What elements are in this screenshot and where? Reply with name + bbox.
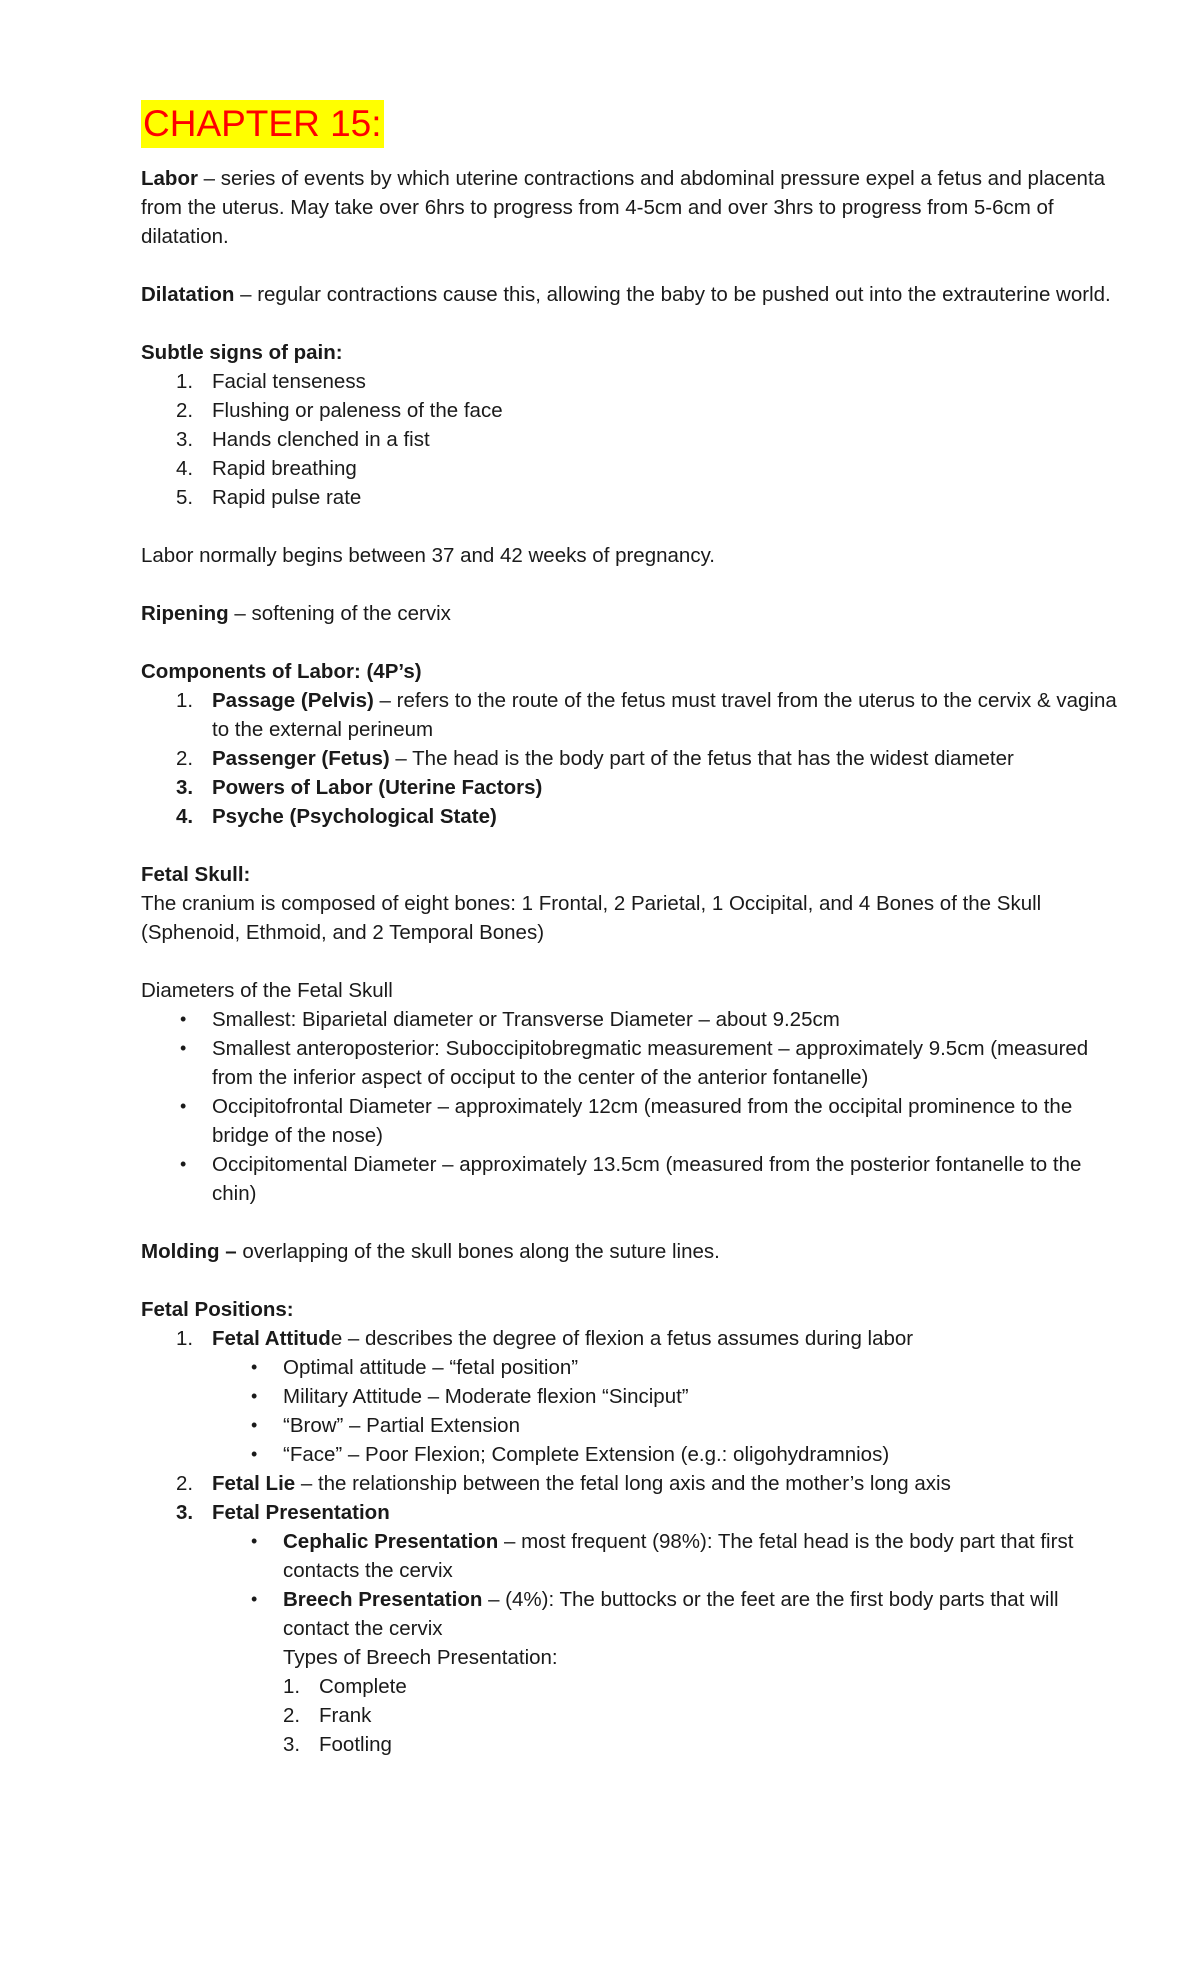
list-item: 3. Fetal Presentation • Cephalic Presentation – most frequent (98%): The fetal head is the body part that first contacts the cervix • Breech Presentation – (4%): The buttocks or the feet are the first body parts that will contact the cervix Types of Breech Presentation: 1. Complete 2. Frank 3. Footling [141,1498,1121,1759]
skull-text: The cranium is composed of eight bones: 1 Frontal, 2 Parietal, 1 Occipital, and 4 Bones of the Skull (Sphenoid, Ethmoid, and 2 Temporal Bones) [141,892,1042,944]
list-item: • Occipitofrontal Diameter – approximately 12cm (measured from the occipital prominence to the bridge of the nose) [180,1095,1073,1147]
dilatation-definition: Dilatation – regular contractions cause this, allowing the baby to be pushed out into the extrauterine world. [141,283,1111,306]
components-heading: Components of Labor: (4P’s) [141,660,422,683]
list-item: 2. Fetal Lie – the relationship between the fetal long axis and the mother’s long axis [176,1472,951,1495]
ripening-definition: Ripening – softening of the cervix [141,602,451,625]
list-item: • Occipitomental Diameter – approximately 13.5cm (measured from the posterior fontanelle to the chin) [180,1153,1082,1205]
breech-types-heading: Types of Breech Presentation: [283,1646,558,1669]
list-item: 4. Psyche (Psychological State) [176,805,497,828]
labor-definition: Labor – series of events by which uterine contractions and abdominal pressure expel a fetus and placenta from the uterus. May take over 6hrs to progress from 4-5cm and over 3hrs to progress from 5-6cm of dilatation. [141,167,1106,248]
list-item: 1. Fetal Attitude – describes the degree of flexion a fetus assumes during labor • Optimal attitude – “fetal position” • Military Attitude – Moderate flexion “Sinciput” • “Brow” – Partial Extension • “Face” – Poor Flexion; Complete Extension (e.g.: oligohydramnios) [141,1324,1121,1469]
list-item: 2. Frank [283,1704,372,1727]
list-item: • Military Attitude – Moderate flexion “Sinciput” [251,1385,689,1408]
list-item: • Breech Presentation – (4%): The buttocks or the feet are the first body parts that will contact the cervix Types of Breech Presentation: 1. Complete 2. Frank 3. Footling [212,1585,1121,1759]
list-item: 1. Facial tenseness [176,370,366,393]
molding-definition: Molding – overlapping of the skull bones along the suture lines. [141,1240,720,1263]
breech-types-list [283,1672,1121,1759]
list-item: 1. Complete [283,1675,407,1698]
list-item: 3. Footling [283,1733,392,1756]
list-item: • Smallest anteroposterior: Suboccipitobregmatic measurement – approximately 9.5cm (measured from the inferior aspect of occiput to the center of the anterior fontanelle) [180,1037,1089,1089]
document-page [141,100,1121,1759]
list-item: 2. Passenger (Fetus) – The head is the body part of the fetus that has the widest diameter [176,747,1014,770]
positions-heading: Fetal Positions: [141,1298,294,1321]
pain-list [141,367,1121,512]
presentation-list [212,1527,1121,1759]
positions-list [141,1324,1121,1759]
list-item: • “Face” – Poor Flexion; Complete Extension (e.g.: oligohydramnios) [251,1443,890,1466]
list-item: • Optimal attitude – “fetal position” [251,1356,579,1379]
pain-heading: Subtle signs of pain: [141,341,343,364]
list-item: 5. Rapid pulse rate [176,486,362,509]
labor-term: Labor [141,167,198,190]
list-item: 2. Flushing or paleness of the face [176,399,503,422]
attitude-list [212,1353,1121,1469]
diameters-list [141,1005,1121,1208]
list-item: • Cephalic Presentation – most frequent (98%): The fetal head is the body part that first contacts the cervix [251,1530,1074,1582]
list-item: 3. Hands clenched in a fist [176,428,430,451]
skull-heading: Fetal Skull: [141,863,251,886]
list-item: 1. Passage (Pelvis) – refers to the route of the fetus must travel from the uterus to the cervix & vagina to the external perineum [176,689,1117,741]
diameters-heading: Diameters of the Fetal Skull [141,979,393,1002]
labor-begins-text: Labor normally begins between 37 and 42 weeks of pregnancy. [141,544,715,567]
list-item: • “Brow” – Partial Extension [251,1414,520,1437]
chapter-title: CHAPTER 15: [141,100,384,148]
list-item: 4. Rapid breathing [176,457,357,480]
list-item: • Smallest: Biparietal diameter or Transverse Diameter – about 9.25cm [180,1008,840,1031]
components-list [141,686,1121,831]
list-item: 3. Powers of Labor (Uterine Factors) [176,776,543,799]
dilatation-term: Dilatation [141,283,235,306]
